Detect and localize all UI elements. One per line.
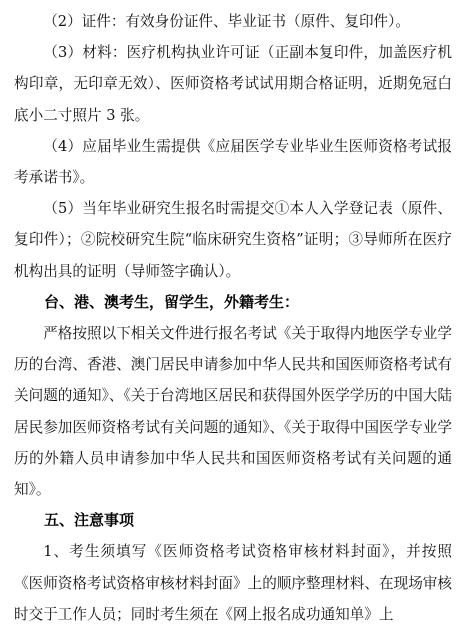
- section-heading-special-candidates: 台、港、澳考生，留学生，外籍考生：: [44, 292, 300, 311]
- section-heading-notes: 五、注意事项: [44, 511, 135, 530]
- paragraph-certificates: （2）证件：有效身份证件、毕业证书（原件、复印件）。: [43, 13, 411, 30]
- paragraph-materials: （3）材料：医疗机构执业许可证（正副本复印件，加盖医疗机构印章，无印章无效）、医师资格考试试用期合格证明，近期免冠白底小二寸照片 3 张。: [14, 44, 452, 124]
- paragraph-special-candidates: 严格按照以下相关文件进行报名考试《关于取得内地医学专业学历的台湾、香港、澳门居民申请参加中华人民共和国医师资格考试有关问题的通知》、《关于台湾地区居民和获得国外医学学历的中国大陆居民参加医师资格考试有关问题的通知》、《关于取得中国医学专业学历的外籍人员申请参加中华人民共和国医师资格考试有关问题的通知》。: [14, 325, 452, 499]
- paragraph-note-1: 1、考生须填写《医师资格考试资格审核材料封面》，并按照《医师资格考试资格审核材料封面》上的顺序整理材料、在现场审核时交于工作人员；同时考生须在《网上报名成功通知单》上: [14, 543, 452, 623]
- paragraph-graduate-students: （5）当年毕业研究生报名时需提交①本人入学登记表（原件、复印件）；②院校研究生院“临床研究生资格”证明；③导师所在医疗机构出具的证明（导师签字确认）。: [14, 200, 452, 280]
- paragraph-graduate-commitment: （4）应届毕业生需提供《应届医学专业毕业生医师资格考试报考承诺书》。: [14, 137, 452, 187]
